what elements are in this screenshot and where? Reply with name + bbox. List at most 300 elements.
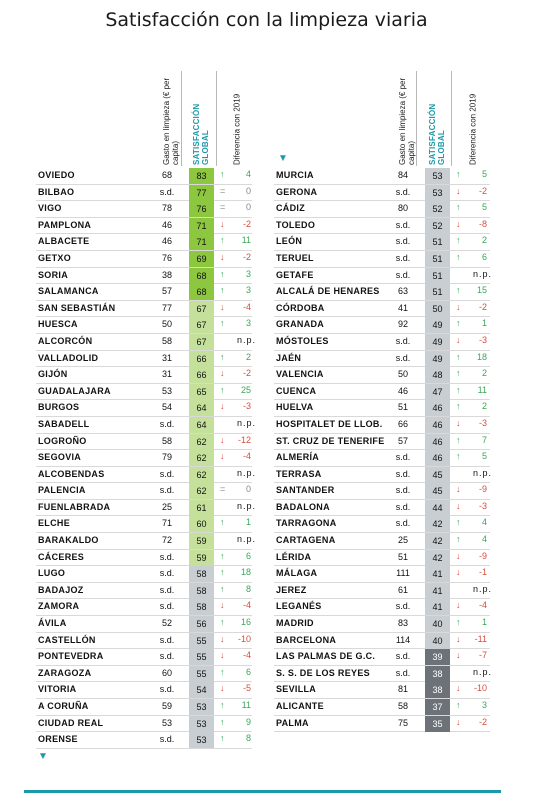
satisfaccion-value: 64 (189, 400, 214, 416)
satisfaccion-value: 55 (189, 649, 214, 665)
gasto-value: s.d. (395, 252, 411, 263)
city-name: HOSPITALET DE LLOB. (276, 418, 383, 429)
diferencia-number: 2 (481, 368, 487, 379)
table-row (36, 218, 252, 235)
gasto-value: 25 (397, 535, 408, 546)
diferencia-number: -2 (478, 716, 487, 727)
arrow-up-icon: ↑ (456, 202, 461, 213)
table-row (36, 168, 252, 185)
satisfaccion-value: 58 (189, 583, 214, 599)
header-diferencia (222, 71, 252, 166)
diferencia-number: 11 (241, 700, 251, 710)
gasto-value: s.d. (395, 501, 411, 512)
city-name: PALMA (276, 717, 309, 728)
city-name: MADRID (276, 618, 314, 629)
table-row (36, 533, 256, 550)
arrow-up-icon: ↑ (220, 583, 225, 594)
table-row (36, 201, 252, 218)
table-row (36, 500, 256, 517)
city-name: LEÓN (276, 236, 303, 247)
satisfaccion-value: 46 (425, 417, 450, 433)
satisfaccion-value: 77 (189, 185, 214, 201)
satisfaccion-value: 37 (425, 699, 450, 715)
diferencia-value (456, 385, 496, 395)
satisfaccion-value: 45 (425, 483, 450, 499)
satisfaccion-value: 55 (189, 633, 214, 649)
satisfaccion-value: 35 (425, 716, 450, 732)
city-name: BARAKALDO (38, 535, 99, 546)
diferencia-number: -9 (478, 484, 487, 495)
gasto-value: 46 (397, 385, 408, 396)
table-row (274, 633, 490, 650)
diferencia-value (220, 186, 260, 196)
diferencia-value (456, 302, 496, 312)
satisfaccion-value: 46 (425, 450, 450, 466)
gasto-value: 31 (161, 352, 172, 363)
table-row (36, 649, 252, 666)
city-name: HUESCA (38, 319, 78, 330)
gasto-value: s.d. (395, 269, 411, 280)
arrow-down-icon: ↓ (456, 500, 461, 511)
page-title: Satisfacción con la limpieza viaria (105, 9, 428, 31)
gasto-value: s.d. (395, 352, 411, 363)
equal-icon: = (220, 202, 226, 213)
gasto-value: 51 (397, 402, 408, 413)
diferencia-value (456, 435, 496, 445)
diferencia-number: -2 (478, 185, 487, 196)
arrow-up-icon: ↑ (456, 517, 461, 528)
diferencia-number: n.p. (472, 666, 492, 677)
city-name: TARRAGONA (276, 518, 337, 529)
city-name: BADALONA (276, 501, 330, 512)
diferencia-value (220, 335, 260, 345)
table-row (274, 616, 490, 633)
arrow-down-icon: ▼ (278, 153, 288, 164)
satisfaccion-value: 68 (189, 284, 214, 300)
diferencia-value (220, 484, 260, 494)
arrow-down-icon: ↓ (220, 434, 225, 445)
diferencia-number: 6 (245, 550, 251, 561)
city-name: CÓRDOBA (276, 302, 325, 313)
arrow-up-icon: ↑ (456, 169, 461, 179)
header-satisfaccion (186, 71, 216, 166)
table-row (36, 483, 252, 500)
table-row (274, 550, 490, 567)
table-row (36, 351, 252, 368)
table-row (36, 367, 252, 384)
diferencia-number: 16 (240, 617, 251, 628)
diferencia-value (456, 285, 496, 295)
table-right (274, 71, 490, 732)
diferencia-value (456, 186, 496, 196)
table-row (36, 384, 252, 401)
table-row (274, 682, 490, 699)
gasto-value: 92 (397, 319, 408, 330)
gasto-value: 53 (161, 385, 172, 396)
satisfaccion-value: 49 (425, 317, 450, 333)
satisfaccion-value: 59 (189, 550, 214, 566)
arrow-up-icon: ↑ (456, 368, 461, 379)
diferencia-number: n.p. (236, 417, 256, 428)
satisfaccion-value: 66 (189, 367, 214, 383)
gasto-value: 111 (396, 568, 410, 579)
table-row (274, 417, 490, 434)
city-name: GUADALAJARA (38, 385, 111, 396)
gasto-value: s.d. (395, 651, 411, 662)
gasto-value: s.d. (395, 667, 411, 678)
header-gasto-label: Gasto en limpieza (€ per capita) (398, 77, 416, 165)
city-name: CÁDIZ (276, 203, 305, 214)
city-name: SANTANDER (276, 485, 335, 496)
table-row (274, 467, 490, 484)
diferencia-number: n.p. (236, 500, 256, 511)
diferencia-value (456, 235, 496, 245)
arrow-down-icon: ↓ (220, 401, 225, 412)
arrow-up-icon: ↑ (220, 384, 225, 395)
city-name: LUGO (38, 568, 66, 579)
satisfaccion-value: 53 (189, 716, 214, 732)
gasto-value: 25 (161, 501, 172, 512)
gasto-value: s.d. (395, 452, 411, 463)
satisfaccion-value: 41 (425, 566, 450, 582)
arrow-down-icon: ↓ (220, 600, 225, 611)
gasto-value: 41 (397, 302, 408, 313)
diferencia-value (220, 202, 260, 212)
city-name: ALCALÁ DE HENARES (276, 286, 380, 297)
diferencia-value (456, 617, 496, 627)
diferencia-number: 15 (476, 285, 487, 296)
satisfaccion-value: 67 (189, 301, 214, 317)
diferencia-number: 0 (245, 484, 251, 495)
arrow-up-icon: ↑ (220, 318, 225, 329)
gasto-value: s.d. (395, 601, 411, 612)
diferencia-value (456, 468, 496, 478)
diferencia-value (456, 318, 496, 328)
arrow-down-icon: ↓ (220, 218, 225, 229)
diferencia-value (220, 650, 260, 660)
diferencia-value (220, 385, 260, 395)
table-row (274, 317, 490, 334)
table-row (36, 699, 252, 716)
diferencia-number: 3 (481, 700, 487, 710)
satisfaccion-value: 62 (189, 467, 214, 483)
city-name: ALCOBENDAS (38, 468, 105, 479)
city-name: BILBAO (38, 186, 75, 197)
arrow-up-icon: ↑ (456, 434, 461, 445)
diferencia-number: 11 (477, 384, 487, 395)
table-row (36, 268, 252, 285)
satisfaccion-value: 53 (189, 732, 214, 748)
diferencia-value (220, 634, 260, 644)
arrow-down-icon: ↓ (456, 650, 461, 661)
city-name: SEVILLA (276, 684, 317, 695)
satisfaccion-value: 47 (425, 384, 450, 400)
diferencia-number: 4 (481, 517, 487, 528)
gasto-value: 66 (397, 418, 408, 429)
diferencia-value (220, 567, 260, 577)
table-row (274, 234, 490, 251)
table-row (274, 400, 490, 417)
satisfaccion-value: 61 (189, 500, 214, 516)
arrow-down-icon: ↓ (456, 185, 461, 196)
table-row (36, 566, 252, 583)
city-name: SAN SEBASTIÁN (38, 302, 116, 313)
city-name: ALMERÍA (276, 452, 320, 463)
table-row (36, 434, 252, 451)
arrow-down-icon: ↓ (456, 633, 461, 644)
satisfaccion-value: 58 (189, 599, 214, 615)
arrow-up-icon: ↑ (220, 169, 225, 179)
header-diferencia-label: Diferencia con 2019 (232, 93, 242, 165)
diferencia-value (220, 269, 260, 279)
diferencia-value (220, 401, 260, 411)
city-name: ALICANTE (276, 701, 324, 711)
diferencia-number: 8 (245, 583, 251, 594)
city-name: PONTEVEDRA (38, 651, 104, 662)
table-row (36, 682, 252, 699)
diferencia-value (456, 584, 496, 594)
city-name: LOGROÑO (38, 435, 87, 446)
gasto-value: 60 (161, 667, 172, 678)
arrow-up-icon: ↑ (220, 351, 225, 362)
diferencia-value (220, 534, 260, 544)
city-name: GETAFE (276, 269, 314, 280)
diferencia-value (220, 435, 260, 445)
gasto-value: 51 (397, 551, 408, 562)
gasto-value: 83 (397, 618, 408, 629)
city-name: ZAMORA (38, 601, 80, 612)
header-gasto-label: Gasto en limpieza (€ per capita) (162, 77, 180, 165)
diferencia-value (220, 468, 260, 478)
city-name: CÁCERES (38, 551, 85, 562)
satisfaccion-value: 60 (189, 516, 214, 532)
diferencia-number: 6 (245, 666, 251, 677)
diferencia-value (220, 501, 260, 511)
city-name: OVIEDO (38, 170, 75, 180)
table-row (36, 550, 252, 567)
diferencia-number: n.p. (472, 268, 492, 279)
rows-right (274, 168, 490, 732)
gasto-value: 52 (161, 618, 172, 629)
arrow-up-icon: ↑ (220, 550, 225, 561)
diferencia-value (456, 534, 496, 544)
gasto-value: s.d. (395, 468, 411, 479)
city-name: GETXO (38, 252, 72, 263)
city-name: FUENLABRADA (38, 501, 111, 512)
table-row (36, 716, 252, 733)
diferencia-number: -10 (237, 633, 251, 644)
table-row (274, 351, 490, 368)
diferencia-value (456, 484, 496, 494)
diferencia-number: 1 (481, 617, 487, 628)
city-name: SABADELL (38, 418, 90, 429)
gasto-value: 71 (161, 518, 172, 529)
arrow-up-icon: ↑ (220, 716, 225, 727)
table-left (36, 71, 256, 749)
city-name: MÓSTOLES (276, 335, 329, 346)
diferencia-value (456, 700, 496, 710)
city-name: GERONA (276, 186, 318, 197)
gasto-value: s.d. (159, 684, 175, 695)
satisfaccion-value: 71 (189, 234, 214, 250)
table-row (36, 317, 252, 334)
city-name: ALCORCÓN (38, 335, 93, 346)
arrow-up-icon: ↑ (220, 235, 225, 246)
city-name: VALLADOLID (38, 352, 99, 363)
satisfaccion-value: 42 (425, 550, 450, 566)
satisfaccion-value: 39 (425, 649, 450, 665)
diferencia-number: 4 (481, 534, 487, 545)
table-row (274, 516, 490, 533)
gasto-value: 58 (161, 435, 172, 446)
table-row (274, 218, 490, 235)
satisfaccion-value: 46 (425, 400, 450, 416)
diferencia-value (220, 235, 260, 245)
gasto-value: 50 (397, 369, 408, 380)
satisfaccion-value: 62 (189, 434, 214, 450)
city-name: CIUDAD REAL (38, 717, 104, 728)
header-diferencia-label: Diferencia con 2019 (468, 93, 478, 165)
city-name: VIGO (38, 203, 62, 214)
arrow-down-icon: ↓ (220, 251, 225, 262)
diferencia-number: 2 (481, 401, 487, 412)
arrow-down-icon: ↓ (456, 683, 461, 694)
satisfaccion-value: 45 (425, 467, 450, 483)
arrow-down-icon: ↓ (220, 451, 225, 462)
footer-rule (24, 790, 501, 793)
diferencia-value (220, 517, 260, 527)
city-name: PALENCIA (38, 485, 86, 496)
diferencia-value (456, 567, 496, 577)
city-name: SALAMANCA (38, 286, 99, 297)
equal-icon: = (220, 484, 226, 495)
header-satisfaccion-label: SATISFACCIÓN GLOBAL (428, 103, 446, 165)
gasto-value: s.d. (159, 551, 175, 562)
diferencia-number: n.p. (236, 334, 256, 345)
satisfaccion-value: 42 (425, 533, 450, 549)
table-row (36, 301, 252, 318)
satisfaccion-value: 64 (189, 417, 214, 433)
diferencia-value (456, 501, 496, 511)
diferencia-value (456, 634, 496, 644)
diferencia-value (456, 600, 496, 610)
diferencia-number: -2 (242, 251, 251, 262)
arrow-up-icon: ↑ (456, 700, 461, 710)
city-name: TERRASA (276, 468, 322, 479)
table-row (274, 201, 490, 218)
gasto-value: s.d. (395, 186, 411, 197)
diferencia-value (220, 551, 260, 561)
gasto-value: 68 (161, 170, 172, 180)
satisfaccion-value: 62 (189, 483, 214, 499)
arrow-up-icon: ↑ (456, 285, 461, 296)
diferencia-value (220, 683, 260, 693)
gasto-value: 50 (161, 319, 172, 330)
table-row (274, 301, 490, 318)
arrow-up-icon: ↑ (456, 534, 461, 545)
diferencia-number: n.p. (236, 534, 256, 545)
city-name: ORENSE (38, 734, 78, 745)
satisfaccion-value: 40 (425, 633, 450, 649)
gasto-value: 46 (161, 219, 172, 230)
diferencia-number: -10 (473, 683, 487, 694)
arrow-down-icon: ↓ (220, 368, 225, 379)
arrow-up-icon: ↑ (220, 617, 225, 628)
diferencia-value (456, 169, 496, 179)
diferencia-number: 3 (245, 285, 251, 296)
satisfaccion-value: 52 (425, 201, 450, 217)
diferencia-number: 2 (245, 351, 251, 362)
city-name: JAÉN (276, 352, 302, 363)
satisfaccion-value: 38 (425, 682, 450, 698)
diferencia-value (220, 700, 260, 710)
city-name: BURGOS (38, 402, 80, 413)
gasto-value: 38 (161, 269, 172, 280)
gasto-value: 46 (161, 236, 172, 247)
satisfaccion-value: 49 (425, 351, 450, 367)
diferencia-value (220, 219, 260, 229)
satisfaccion-value: 41 (425, 583, 450, 599)
arrow-down-icon: ▼ (38, 751, 48, 762)
diferencia-number: 1 (245, 517, 251, 528)
satisfaccion-value: 69 (189, 251, 214, 267)
diferencia-value (220, 600, 260, 610)
header-diferencia (458, 71, 488, 166)
arrow-down-icon: ↓ (220, 683, 225, 694)
diferencia-number: 6 (481, 251, 487, 262)
city-name: ST. CRUZ DE TENERIFE (276, 435, 385, 446)
table-row (36, 732, 252, 749)
arrow-down-icon: ↓ (456, 567, 461, 578)
gasto-value: 63 (397, 286, 408, 297)
table-row (36, 450, 252, 467)
diferencia-number: 25 (240, 384, 251, 395)
arrow-up-icon: ↑ (456, 251, 461, 262)
arrow-down-icon: ↓ (456, 301, 461, 312)
diferencia-value (220, 318, 260, 328)
gasto-value: s.d. (395, 236, 411, 247)
table-row (274, 716, 490, 733)
table-row (274, 599, 490, 616)
gasto-value: s.d. (159, 485, 175, 496)
table-row (274, 483, 490, 500)
gasto-value: 58 (397, 701, 408, 711)
diferencia-value (456, 667, 496, 677)
table-row (274, 699, 490, 716)
satisfaccion-value: 48 (425, 367, 450, 383)
table-row (36, 516, 252, 533)
diferencia-value (456, 401, 496, 411)
table-row (274, 566, 490, 583)
gasto-value: s.d. (159, 468, 175, 479)
city-name: GIJÓN (38, 369, 68, 380)
gasto-value: 57 (161, 286, 172, 297)
diferencia-value (220, 717, 260, 727)
satisfaccion-value: 65 (189, 384, 214, 400)
gasto-value: 79 (161, 452, 172, 463)
satisfaccion-value: 53 (425, 185, 450, 201)
gasto-value: 75 (397, 717, 408, 728)
satisfaccion-value: 62 (189, 450, 214, 466)
gasto-value: 81 (397, 684, 408, 695)
arrow-down-icon: ↓ (220, 650, 225, 661)
gasto-value: s.d. (159, 418, 175, 429)
column-divider (216, 71, 217, 166)
city-name: LÉRIDA (276, 551, 312, 562)
table-row (274, 500, 490, 517)
diferencia-number: 9 (245, 716, 251, 727)
table-row (36, 234, 252, 251)
